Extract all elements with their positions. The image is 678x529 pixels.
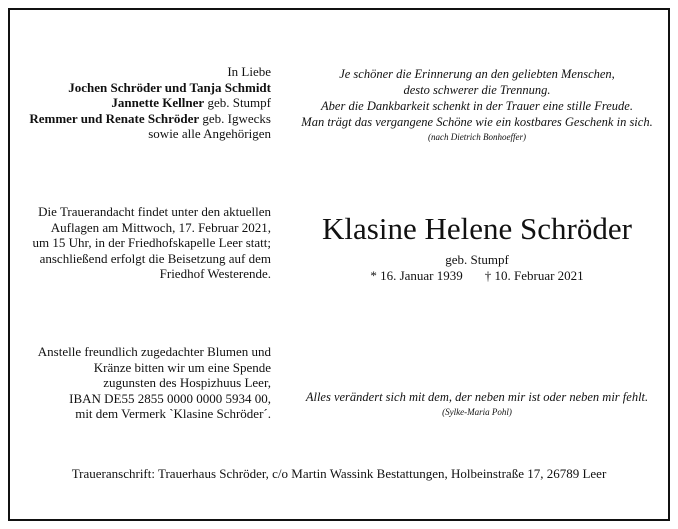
mourner-line — [11, 126, 271, 142]
donation-line: Anstelle freundlich zugedachter Blumen und — [37, 344, 271, 359]
birth-date: * 16. Januar 1939 — [370, 268, 463, 283]
mourner-note: geb. Stumpf — [204, 95, 271, 111]
quote-line: Man trägt das vergangene Schöne wie ein kostbares Geschenk in sich. — [301, 115, 653, 129]
donation-line: zugunsten des Hospizhuus Leer, — [103, 375, 271, 391]
mourner-note: sowie alle Angehörigen — [148, 126, 271, 142]
deceased-name: Klasine Helene Schröder — [322, 211, 632, 246]
service-line: Auflagen am Mittwoch, 17. Februar 2021, — [50, 219, 271, 235]
deceased-nee: geb. Stumpf — [445, 252, 509, 267]
quote-citation: (Sylke-Maria Pohl) — [442, 407, 512, 417]
quote-line: Aber die Dankbarkeit schenkt in der Trauer eine stille Freude. — [321, 99, 633, 113]
quote-top — [287, 66, 667, 144]
quote-citation: (nach Dietrich Bonhoeffer) — [428, 132, 526, 142]
quote-bottom — [287, 389, 667, 419]
service-block — [11, 204, 271, 282]
donation-block — [11, 344, 271, 422]
mourner-line — [11, 95, 271, 111]
mourner-note: geb. Igwecks — [199, 110, 271, 126]
donation-line: IBAN DE55 2855 0000 0000 5934 00, — [69, 390, 271, 406]
mourner-name: Remmer und Renate Schröder — [29, 110, 200, 126]
service-line: um 15 Uhr, in der Friedhofskapelle Leer statt; — [32, 235, 271, 251]
mourner-line — [11, 111, 271, 127]
service-line: Friedhof Westerende. — [159, 266, 271, 282]
mourner-name: Jochen Schröder und Tanja Schmidt — [68, 79, 271, 95]
service-line: Die Trauerandacht findet unter den aktuellen — [38, 204, 271, 219]
quote-line: Je schöner die Erinnerung an den geliebten Menschen, — [339, 67, 615, 81]
donation-line: Kränze bitten wir um eine Spende — [93, 359, 271, 375]
mourner-line — [11, 80, 271, 96]
donation-line: mit dem Vermerk `Klasine Schröder´. — [75, 406, 271, 422]
deceased-dates — [287, 268, 667, 284]
mourners-block — [11, 64, 271, 142]
mourner-name: Jannette Kellner — [111, 95, 205, 111]
death-date: † 10. Februar 2021 — [484, 268, 584, 283]
footer-address: Traueranschrift: Trauerhaus Schröder, c/o Martin Wassink Bestattungen, Holbeinstraße 17, 26789 Leer — [71, 466, 607, 481]
quote-line: desto schwerer die Trennung. — [403, 83, 551, 97]
service-line: anschließend erfolgt die Beisetzung auf dem — [39, 250, 271, 266]
mourners-intro: In Liebe — [227, 64, 271, 79]
quote-line: Alles verändert sich mit dem, der neben mir ist oder neben mir fehlt. — [305, 390, 649, 404]
